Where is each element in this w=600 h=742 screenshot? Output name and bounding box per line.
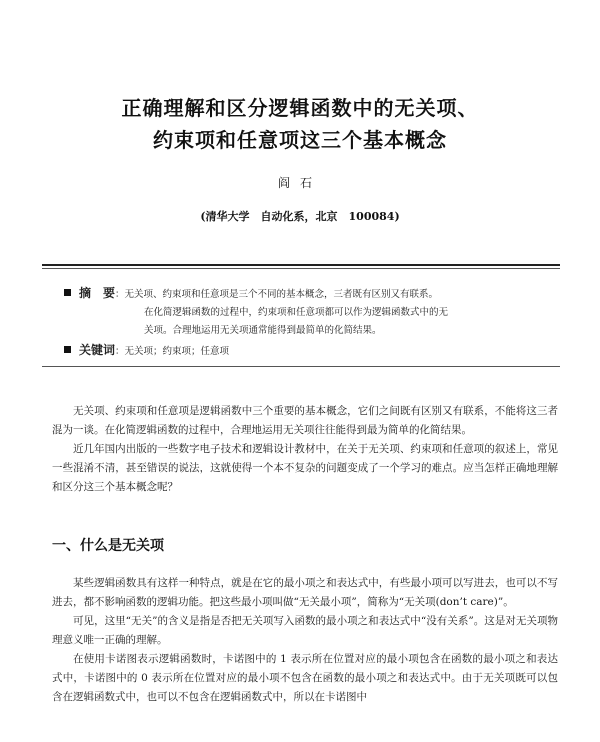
title-line-1: 正确理解和区分逻辑函数中的无关项、 <box>121 96 479 120</box>
keywords-heading: 关键词 <box>79 343 116 357</box>
keywords-text: ：无关项；约束项；任意项 <box>115 346 230 357</box>
top-rule <box>42 264 560 266</box>
abstract-line-1: ：无关项、约束项和任意项是三个不同的基本概念，三者既有区别又有联系。 <box>115 289 439 300</box>
keywords <box>64 341 556 358</box>
title-line-2: 约束项和任意项这三个基本概念 <box>153 128 447 152</box>
section-text <box>52 574 558 707</box>
section-paragraph: 某些逻辑函数具有这样一种特点，就是在它的最小项之和表达式中，有些最小项可以写进去，也可以不写进去，都不影响函数的逻辑功能。把这些最小项叫做“无关最小项”，简称为“无关项(don’t care)”。 <box>52 577 558 608</box>
abstract-rule <box>42 366 560 367</box>
affiliation: (清华大学 自动化系，北京 100084) <box>200 210 400 223</box>
top-rule-thin <box>42 268 560 269</box>
bullet-square-icon <box>64 289 71 296</box>
bullet-square-icon <box>64 346 71 353</box>
intro-text <box>52 402 558 497</box>
abstract-heading: 摘 要 <box>79 286 116 300</box>
intro-paragraph: 近几年国内出版的一些数字电子技术和逻辑设计教材中，在关于无关项、约束项和任意项的叙述上，常见一些混淆不清，甚至错误的说法，这就使得一个本不复杂的问题变成了一个学习的难点。应当怎样正确地理解和区分这三个基本概念呢？ <box>52 443 558 493</box>
section-paragraph: 在使用卡诺图表示逻辑函数时，卡诺图中的 1 表示所在位置对应的最小项包含在函数的最小项之和表达式中，卡诺图中的 0 表示所在位置对应的最小项不包含在函数的最小项之和表达式中。由于无关项既可以包含在逻辑函数式中，也可以不包含在逻辑函数式中，所以在卡诺图中 <box>52 653 558 703</box>
abstract <box>64 284 556 340</box>
author: 阎石 <box>277 176 322 190</box>
section-heading: 一、什么是无关项 <box>52 538 164 554</box>
abstract-line-3: 关项。合理地运用无关项通常能得到最简单的化简结果。 <box>144 325 382 336</box>
abstract-line-2: 在化简逻辑函数的过程中，约束项和任意项都可以作为逻辑函数式中的无 <box>144 307 449 318</box>
section-paragraph: 可见，这里“无关”的含义是指是否把无关项写入函数的最小项之和表达式中“没有关系”。这是对无关项物理意义唯一正确的理解。 <box>52 615 558 646</box>
intro-paragraph: 无关项、约束项和任意项是逻辑函数中三个重要的基本概念，它们之间既有区别又有联系，不能将这三者混为一谈。在化简逻辑函数的过程中，合理地运用无关项往往能得到最为简单的化简结果。 <box>52 405 558 436</box>
